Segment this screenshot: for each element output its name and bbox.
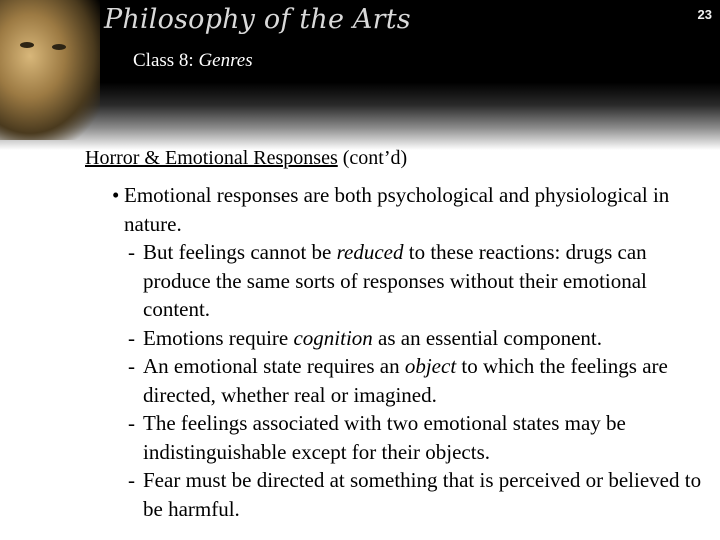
sub-point: - But feelings cannot be reduced to these reactions: drugs can produce the same sorts of responses without their emotional content.: [128, 240, 647, 321]
slide-number: 23: [697, 7, 712, 22]
main-bullet-text: Emotional responses are both psychological and physiological in nature.: [124, 183, 670, 236]
bullet-mark: •: [112, 183, 120, 207]
subtitle-topic: Genres: [198, 50, 253, 71]
sub-point-list: [128, 238, 713, 523]
course-title: Philosophy of the Arts: [104, 4, 411, 35]
class-subtitle: [133, 50, 253, 72]
section-heading: [85, 147, 407, 170]
sub-point: - Emotions require cognition as an essential component.: [128, 325, 602, 350]
sub-point: - An emotional state requires an object to which the feelings are directed, whether real or imagined.: [128, 354, 668, 407]
sub-point: - The feelings associated with two emotional states may be indistinguishable except for their objects.: [128, 411, 626, 464]
heading-rest: (cont’d): [337, 147, 408, 169]
main-bullet: [112, 181, 712, 238]
heading-underlined: Horror & Emotional Responses: [85, 147, 338, 169]
sub-point: - Fear must be directed at something that is perceived or believed to be harmful.: [128, 468, 702, 521]
subtitle-prefix: Class 8:: [133, 50, 199, 71]
slide-header: [0, 0, 720, 150]
mona-lisa-portrait-image: [0, 0, 100, 140]
